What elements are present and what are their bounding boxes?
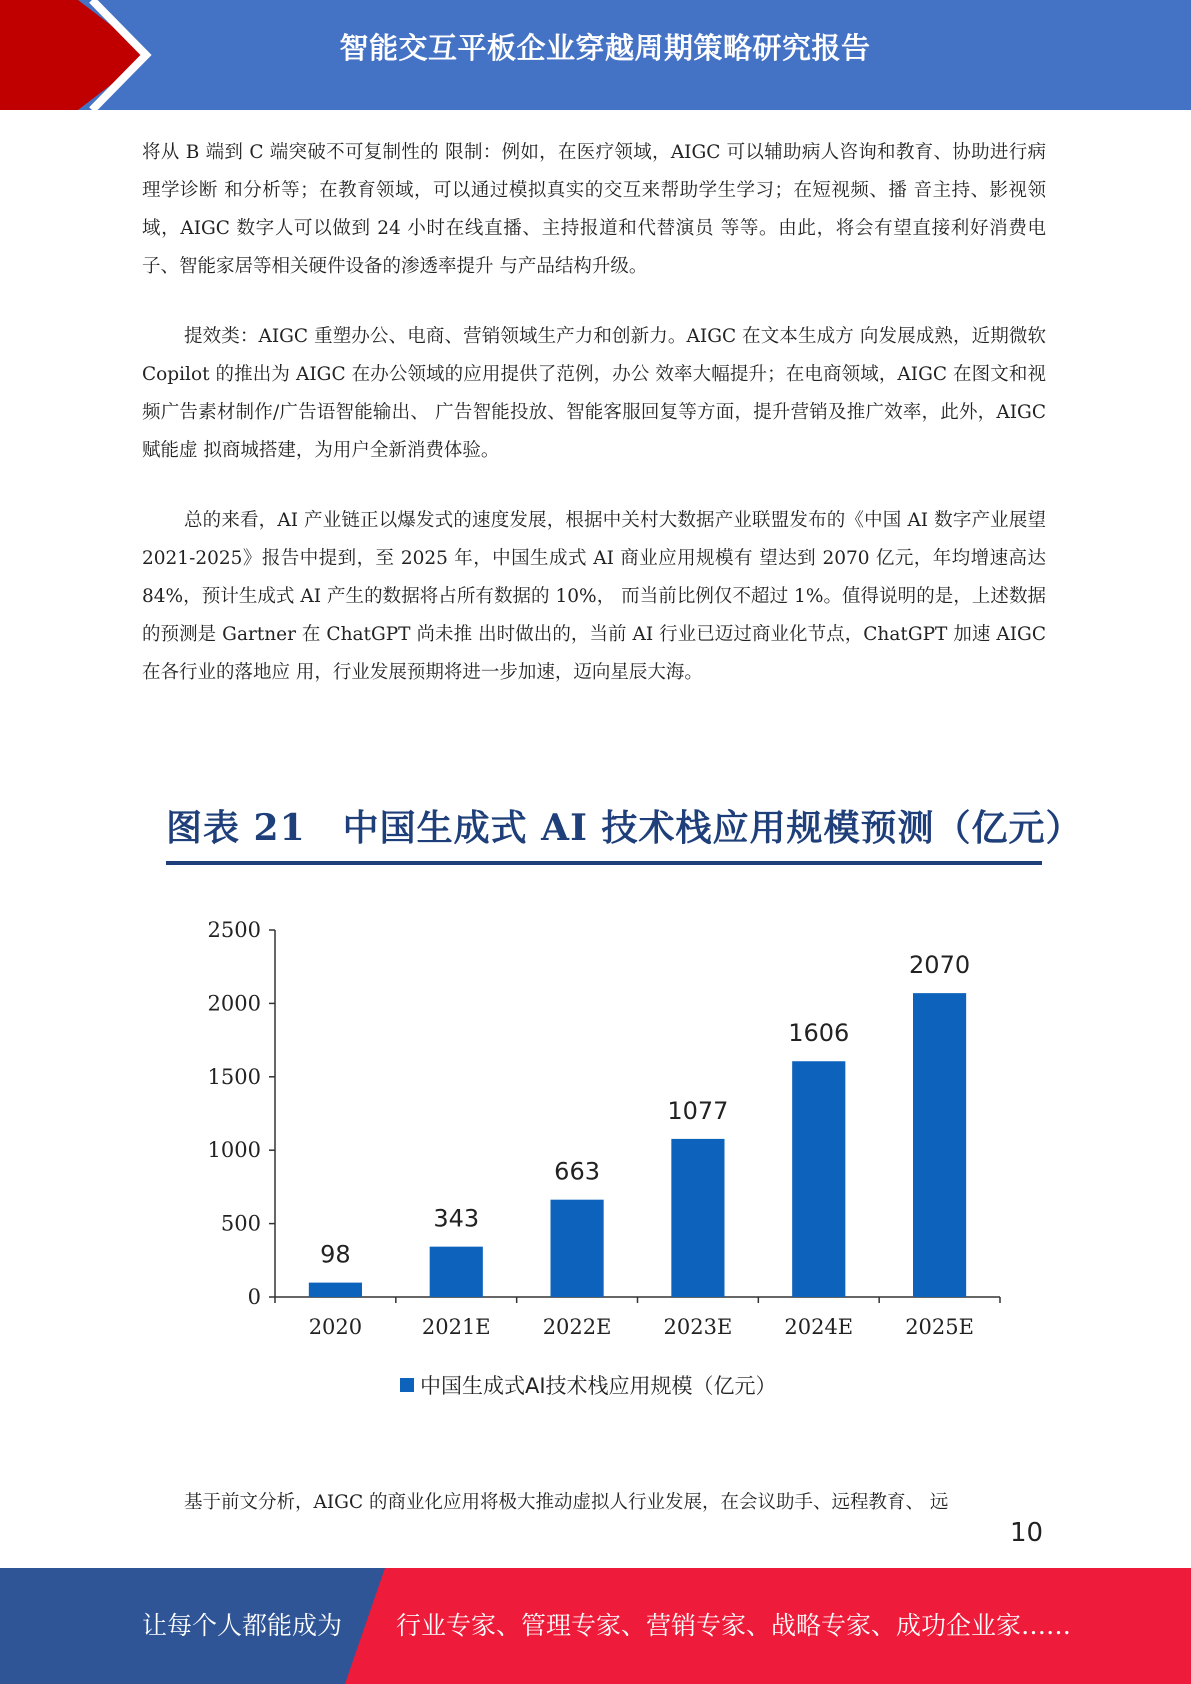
paragraph-1: 将从 B 端到 C 端突破不可复制性的 限制：例如，在医疗领域，AIGC 可以辅助病人咨询和教育、协助进行病理学诊断 和分析等；在教育领域，可以通过模拟真实的交互来帮助学生学习；在短视频、播 音主持、影视领域，AIGC 数字人可以做到 24 小时在线直播、主持报道和代替演员 等等。由此，将会有望直接利好消费电子、智能家居等相关硬件设备的渗透率提升 与产品结构升级。 xyxy=(142,142,1046,277)
legend-label: 中国生成式AI技术栈应用规模（亿元） xyxy=(420,1374,777,1398)
bar xyxy=(309,1283,362,1297)
x-tick-label: 2025E xyxy=(905,1315,974,1339)
report-title: 智能交互平板企业穿越周期策略研究报告 xyxy=(339,31,871,65)
page-header xyxy=(0,0,1191,110)
y-tick-label: 1000 xyxy=(207,1138,261,1163)
bar xyxy=(671,1139,724,1297)
paragraph-3: 总的来看，AI 产业链正以爆发式的速度发展，根据中关村大数据产业联盟发布的《中国 AI 数字产业展望 2021-2025》报告中提到，至 2025 年，中国生成式 AI 商业应用规模有 望达到 2070 亿元，年均增速高达 84%，预计生成式 AI 产生的数据将占所有数据的 10%， 而当前比例仅不超过 1%。值得说明的是，上述数据的预测是 Gartner 在 ChatGPT 尚未推 出时做出的，当前 AI 行业已迈过商业化节点，ChatGPT 加速 AIGC 在各行业的落地应 用，行业发展预期将进一步加速，迈向星辰大海。 xyxy=(142,510,1046,683)
y-tick-label: 1500 xyxy=(207,1064,261,1089)
x-tick-label: 2020 xyxy=(308,1315,363,1339)
trailing-paragraph: 基于前文分析，AIGC 的商业化应用将极大推动虚拟人行业发展，在会议助手、远程教育、 远 xyxy=(184,1492,949,1513)
y-tick-label: 2500 xyxy=(207,918,261,942)
bar xyxy=(551,1200,604,1297)
legend-swatch xyxy=(400,1378,414,1392)
data-label: 1606 xyxy=(788,1019,850,1048)
bar xyxy=(913,993,966,1297)
bar xyxy=(430,1247,483,1297)
y-tick-label: 2000 xyxy=(207,991,261,1016)
figure-title-rule xyxy=(166,861,1042,865)
x-tick-label: 2024E xyxy=(784,1315,854,1339)
bar xyxy=(792,1061,845,1297)
data-label: 2070 xyxy=(909,951,971,980)
data-label: 343 xyxy=(433,1204,480,1233)
header-red-arrow xyxy=(0,0,150,110)
figure-title: 图表 21 中国生成式 AI 技术栈应用规模预测（亿元） xyxy=(166,807,1083,849)
x-tick-label: 2021E xyxy=(421,1315,491,1339)
footer-slogan-left: 让每个人都能成为 xyxy=(142,1611,343,1640)
page-number: 10 xyxy=(1010,1518,1044,1548)
bar-chart xyxy=(190,900,1020,1350)
x-tick-label: 2022E xyxy=(542,1315,612,1339)
page-footer xyxy=(0,1568,1191,1684)
y-tick-label: 500 xyxy=(220,1211,261,1236)
y-tick-label: 0 xyxy=(247,1285,261,1309)
paragraph-2: 提效类：AIGC 重塑办公、电商、营销领域生产力和创新力。AIGC 在文本生成方 向发展成熟，近期微软 Copilot 的推出为 AIGC 在办公领域的应用提供了范例，办公 效率大幅提升；在电商领域，AIGC 在图文和视频广告素材制作/广告语智能输出、 广告智能投放、智能客服回复等方面，提升营销及推广效率，此外，AIGC 赋能虚 拟商城搭建，为用户全新消费体验。 xyxy=(142,326,1046,461)
body-text xyxy=(142,134,1046,724)
chart-legend xyxy=(400,1370,777,1400)
footer-slogan-right: 行业专家、管理专家、营销专家、战略专家、成功企业家…… xyxy=(396,1611,1072,1640)
data-label: 1077 xyxy=(667,1096,729,1125)
data-label: 663 xyxy=(554,1157,600,1186)
data-label: 98 xyxy=(320,1240,351,1269)
x-tick-label: 2023E xyxy=(663,1315,733,1339)
